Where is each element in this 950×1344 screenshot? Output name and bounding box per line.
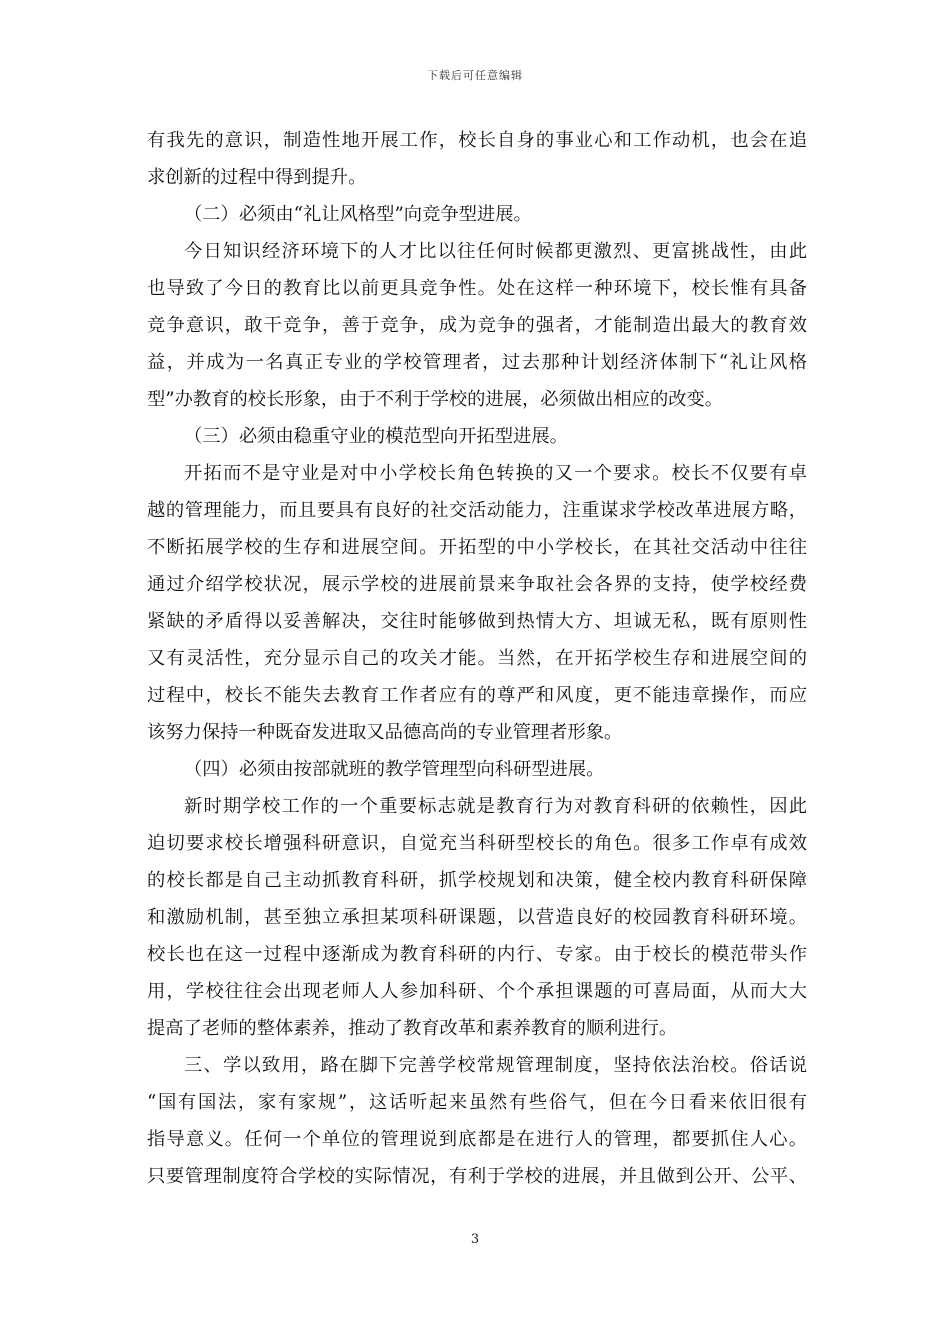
text-line: 用，学校往往会出现老师人人参加科研、个个承担课题的可喜局面，从而大大 [147, 981, 807, 1002]
text-line: 有我先的意识，制造性地开展工作，校长自身的事业心和工作动机，也会在追 [147, 130, 807, 151]
text-line: 紧缺的矛盾得以妥善解决，交往时能够做到热情大方、坦诚无私，既有原则性 [147, 611, 807, 632]
text-line: 的校长都是自己主动抓教育科研，抓学校规划和决策，健全校内教育科研保障 [147, 870, 807, 891]
text-line: 校长也在这一过程中逐渐成为教育科研的内行、专家。由于校长的模范带头作 [147, 944, 807, 965]
text-line: 也导致了今日的教育比以前更具竞争性。处在这样一种环境下，校长惟有具备 [147, 278, 807, 299]
text-line: 只要管理制度符合学校的实际情况，有利于学校的进展，并且做到公开、公平、 [147, 1166, 807, 1187]
text-line: （二）必须由“礼让风格型”向竞争型进展。 [184, 204, 532, 225]
text-line: 三、学以致用，路在脚下完善学校常规管理制度，坚持依法治校。俗话说 [184, 1055, 807, 1076]
text-line: 迫切要求校长增强科研意识，自觉充当科研型校长的角色。很多工作卓有成效 [147, 833, 807, 854]
text-line: 竞争意识，敢干竞争，善于竞争，成为竞争的强者，才能制造出最大的教育效 [147, 315, 807, 336]
text-line: 不断拓展学校的生存和进展空间。开拓型的中小学校长，在其社交活动中往往 [147, 537, 807, 558]
text-line: 通过介绍学校状况，展示学校的进展前景来争取社会各界的支持，使学校经费 [147, 574, 807, 595]
text-line: （四）必须由按部就班的教学管理型向科研型进展。 [184, 759, 605, 780]
text-line: 和激励机制，甚至独立承担某项科研课题，以营造良好的校园教育科研环境。 [147, 907, 807, 928]
text-line: 又有灵活性，充分显示自己的攻关才能。当然，在开拓学校生存和进展空间的 [147, 648, 807, 669]
text-line: 开拓而不是守业是对中小学校长角色转换的又一个要求。校长不仅要有卓 [184, 463, 807, 484]
text-line: “国有国法，家有家规”，这话听起来虽然有些俗气，但在今日看来依旧很有 [147, 1092, 807, 1113]
text-line: 求创新的过程中得到提升。 [147, 167, 367, 188]
text-line: 新时期学校工作的一个重要标志就是教育行为对教育科研的依赖性，因此 [184, 796, 807, 817]
text-line: 该努力保持一种既奋发进取又品德高尚的专业管理者形象。 [147, 722, 623, 743]
text-line: 提高了老师的整体素养，推动了教育改革和素养教育的顺利进行。 [147, 1018, 678, 1039]
text-line: 益，并成为一名真正专业的学校管理者，过去那种计划经济体制下“礼让风格 [147, 352, 807, 373]
text-line: 指导意义。任何一个单位的管理说到底都是在进行人的管理，都要抓住人心。 [147, 1129, 807, 1150]
text-line: 今日知识经济环境下的人才比以往任何时候都更激烈、更富挑战性，由此 [184, 241, 807, 262]
text-line: （三）必须由稳重守业的模范型向开拓型进展。 [184, 426, 568, 447]
page-number: 3 [470, 1232, 480, 1247]
page-header: 下载后可任意编辑 [427, 69, 523, 82]
text-line: 越的管理能力，而且要具有良好的社交活动能力，注重谋求学校改革进展方略， [147, 500, 807, 521]
text-line: 型”办教育的校长形象，由于不利于学校的进展，必须做出相应的改变。 [147, 389, 724, 410]
text-line: 过程中，校长不能失去教育工作者应有的尊严和风度，更不能违章操作，而应 [147, 685, 807, 706]
